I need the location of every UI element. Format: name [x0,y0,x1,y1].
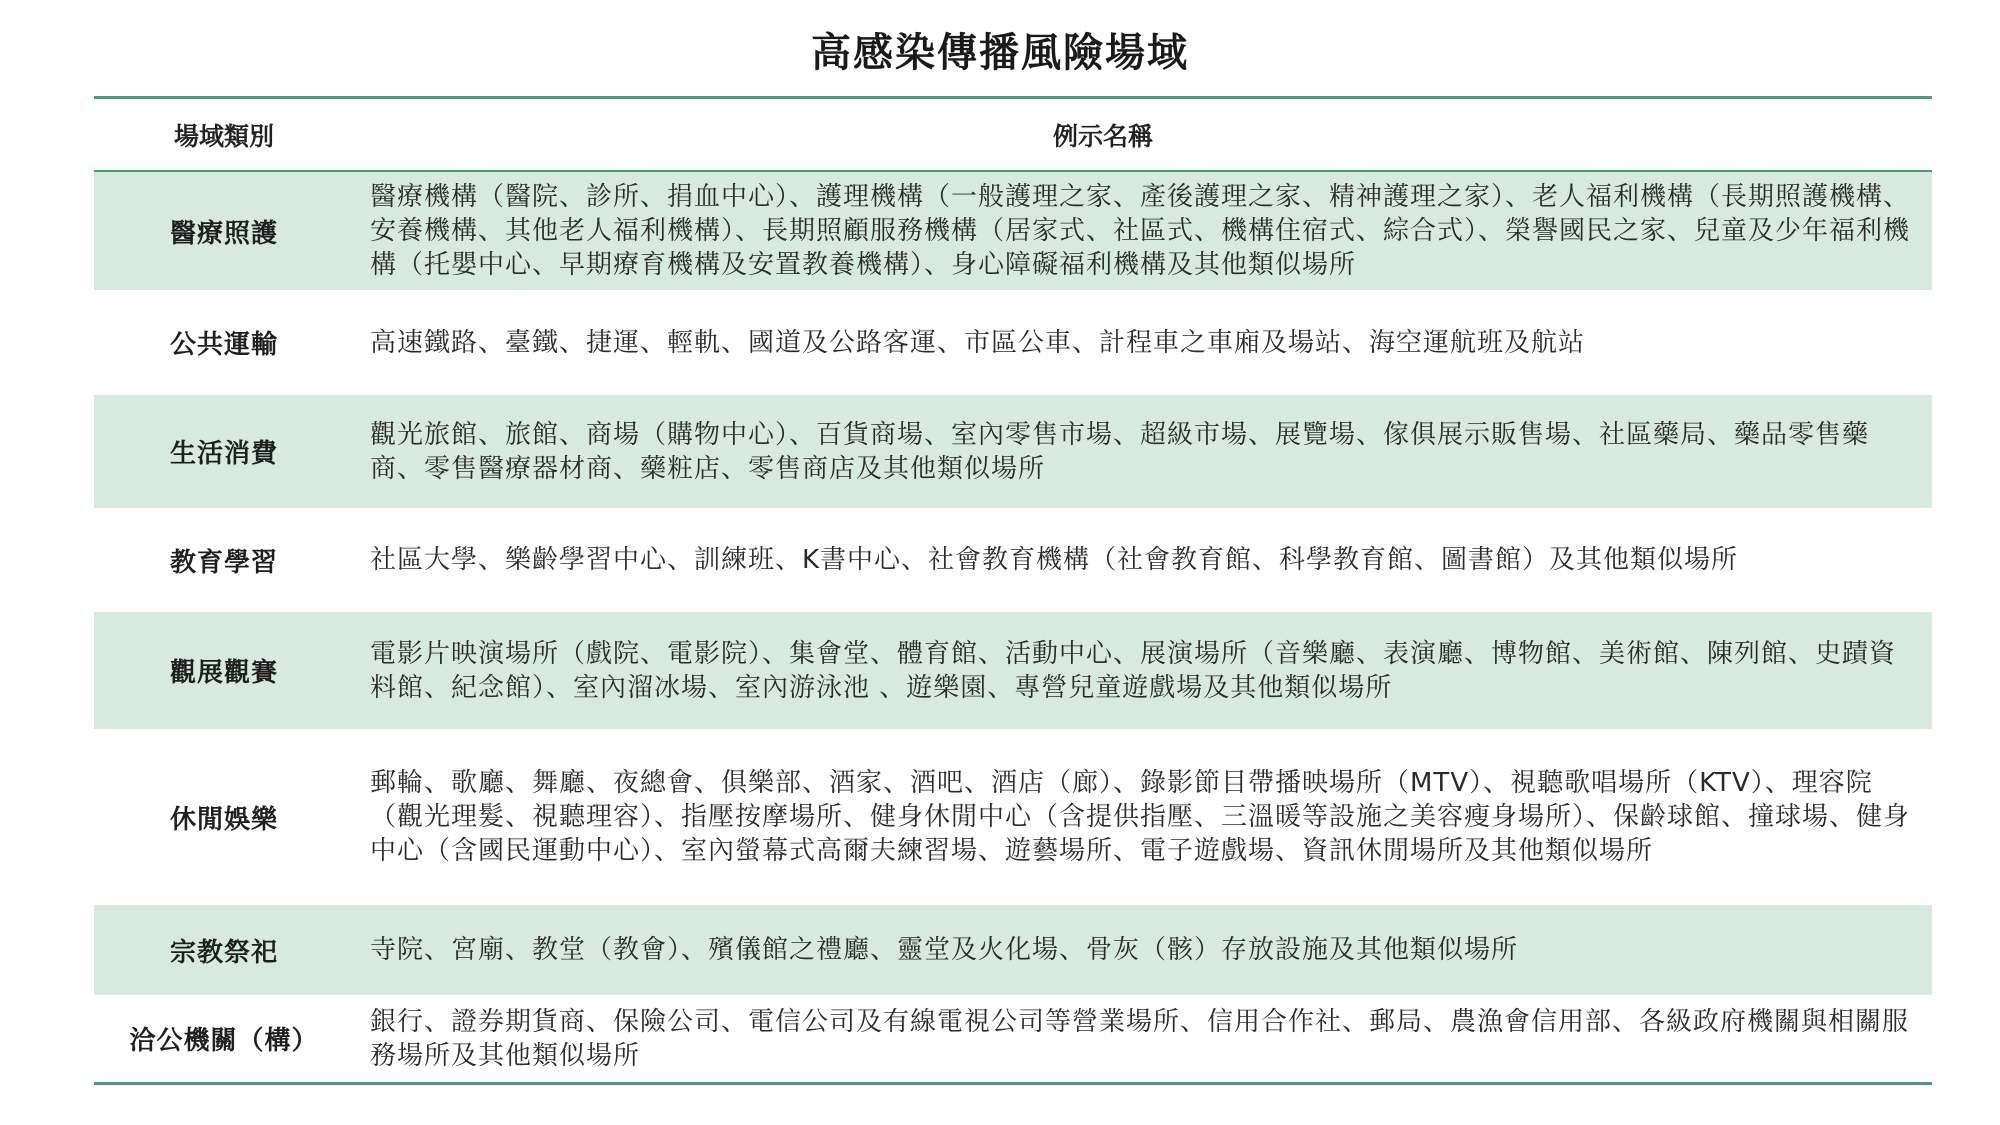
table-row [94,995,1932,1082]
row-examples: 高速鐵路、臺鐵、捷運、輕軌、國道及公路客運、市區公車、計程車之車廂及場站、海空運航班及航站 [370,327,1586,358]
row-category: 洽公機關（構） [129,1026,319,1056]
row-category: 宗教祭祀 [169,937,278,968]
row-examples: 醫療機構（醫院、診所、捐血中心）、護理機構（一般護理之家、產後護理之家、精神護理之家）、老人福利機構（長期照護機構、安養機構、其他老人福利機構）、長期照顧服務機構（居家式、社區式、機構住宿式、綜合式）、榮譽國民之家、兒童及少年福利機構（托嬰中心、早期療育機構及安置教養機構）、身心障礙福利機構及其他類似場所 [370,182,1911,280]
table-row [94,905,1932,995]
table-row [94,612,1932,729]
row-examples: 郵輪、歌廳、舞廳、夜總會、俱樂部、酒家、酒吧、酒店（廊）、錄影節目帶播映場所（MTV）、視聽歌唱場所（KTV）、理容院（觀光理髮、視聽理容）、指壓按摩場所、健身休閒中心（含提供指壓、三溫暖等設施之美容瘦身場所）、保齡球館、撞球場、健身中心（含國民運動中心）、室內螢幕式高爾夫練習場、遊藝場所、電子遊戲場、資訊休閒場所及其他類似場所 [370,768,1911,866]
row-category: 觀展觀賽 [169,658,278,688]
row-category: 教育學習 [169,547,278,578]
row-category: 生活消費 [169,439,278,469]
table-row [94,508,1932,612]
table-row [94,290,1932,395]
row-examples: 觀光旅館、旅館、商場（購物中心）、百貨商場、室內零售市場、超級市場、展覽場、傢俱展示販售場、社區藥局、藥品零售藥商、零售醫療器材商、藥粧店、零售商店及其他類似場所 [370,419,1870,484]
row-examples: 電影片映演場所（戲院、電影院）、集會堂、體育館、活動中心、展演場所（音樂廳、表演廳、博物館、美術館、陳列館、史蹟資料館、紀念館）、室內溜冰場、室內游泳池 、遊樂園、專營兒童遊戲場及其他類似場所 [370,638,1897,703]
header-category: 場域類別 [173,121,274,151]
table-row [94,172,1932,290]
row-examples: 寺院、宮廟、教堂（教會）、殯儀館之禮廳、靈堂及火化場、骨灰（骸）存放設施及其他類似場所 [370,935,1519,965]
row-examples: 銀行、證券期貨商、保險公司、電信公司及有線電視公司等營業場所、信用合作社、郵局、農漁會信用部、各級政府機關與相關服務場所及其他類似場所 [370,1006,1910,1071]
table-header [94,99,1932,172]
page-title: 高感染傳播風險場域 [811,30,1189,76]
row-category: 休閒娛樂 [169,804,278,835]
row-examples: 社區大學、樂齡學習中心、訓練班、K書中心、社會教育機構（社會教育館、科學教育館、圖書館）及其他類似場所 [370,545,1739,575]
table-row [94,729,1932,905]
header-examples: 例示名稱 [1052,121,1153,151]
row-category: 公共運輸 [169,330,278,360]
table-row [94,395,1932,508]
row-category: 醫療照護 [169,218,278,249]
venue-table [94,96,1932,1085]
